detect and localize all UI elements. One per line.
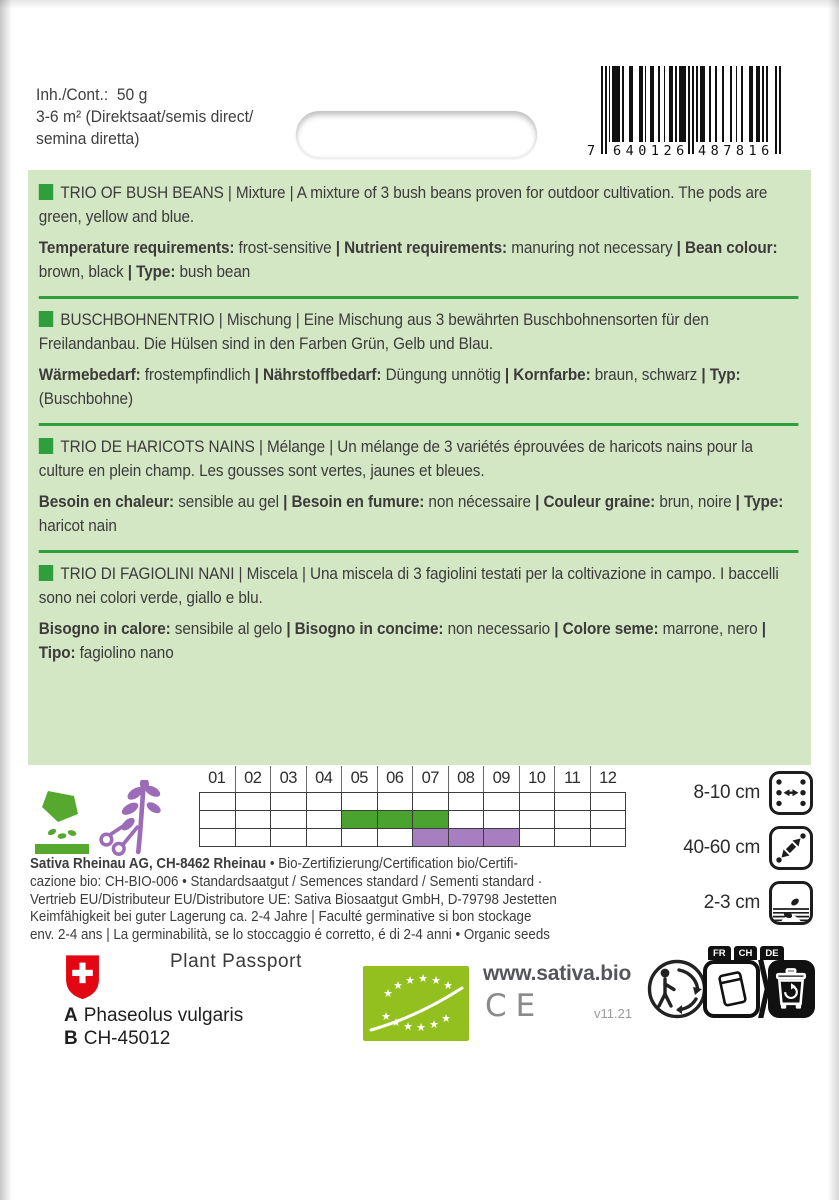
calendar-cell-direct-sowing [413,811,449,829]
direct-sowing-icon [33,788,91,856]
month-label: 07 [412,766,448,792]
eu-organic-logo [363,966,469,1041]
month-label: 03 [270,766,306,792]
calendar-cell-direct-sowing [307,811,343,829]
producer-info-line: cazione bio: CH-BIO-006 • Standardsaatgut / Semences standard / Sementi standard · [30,872,543,890]
producer-info-line: Keimfähigkeit bei guter Lagerung ca. 2-4 Jahre | Faculté germinative si bon stockage [30,908,532,926]
variety-description: TRIO DE HARICOTS NAINS | Mélange | Un mélange de 3 variétés éprouvées de haricots nains pour la culture en plein champ. Les gousses sont vertes, jaunes et bleues. [38,437,753,480]
packet-top-edge [0,0,839,9]
hang-hole-cutout [296,111,537,158]
tab-de: DE [760,946,783,960]
tab-fr: FR [708,946,731,960]
svg-text:★: ★ [441,1012,451,1025]
svg-text:★: ★ [393,979,403,992]
producer-info [30,855,644,944]
passport-line-a [64,1005,243,1027]
coverage-area-line2: semina diretta) [36,129,140,148]
calendar-cell-harvest [413,829,449,847]
calendar-cell-harvest [271,829,307,847]
month-label: 05 [341,766,377,792]
calendar-cell-row-empty [591,793,627,811]
month-label: 12 [590,766,626,792]
packaging-sorting-info [703,946,815,1020]
passport-line-b [64,1028,170,1050]
producer-info-line: Sativa Rheinau AG, CH-8462 Rheinau • Bio-Zertifizierung/Certification bio/Certifi- [30,855,518,872]
calendar-cell-row-empty [378,793,414,811]
calendar-cell-direct-sowing [342,811,378,829]
spacing-label: 8-10 cm [693,782,760,803]
calendar-cell-harvest [484,829,520,847]
month-label: 01 [208,769,226,787]
svg-text:★: ★ [405,974,415,987]
ce-mark: CE [485,988,545,1024]
content-info [36,84,253,150]
svg-text:★: ★ [429,1018,439,1031]
passport-key-a: A [64,1005,78,1026]
calendar-cell-row-empty [555,793,591,811]
growing-attributes: Wärmebedarf: frostempfindlich | Nährstoffbedarf: Düngung unnötig | Kornfarbe: braun, schwarz | Typ: (Buschbohne) [38,365,741,408]
calendar-cell-row-empty [200,793,236,811]
calendar-cell-row-empty [520,793,556,811]
calendar-cell-harvest [591,829,627,847]
content-amount: Inh./Cont.: 50 g [36,85,148,104]
calendar-cell-row-empty [236,793,272,811]
coverage-area-line1: 3-6 m² (Direktsaat/semis direct/ [36,107,254,126]
tab-ch: CH [734,946,758,960]
lang-block-de [39,296,799,423]
month-label: 08 [448,766,484,792]
spacing-row [630,825,814,871]
passport-value-b: CH-45012 [83,1028,171,1049]
calendar-cell-direct-sowing [555,811,591,829]
row-spacing-icon [768,825,814,871]
lang-block-en [39,172,799,296]
month-label: 04 [306,766,342,792]
svg-text:★: ★ [381,1010,391,1023]
green-square-bullet [39,311,53,327]
calendar-cell-row-empty [307,793,343,811]
calendar-cell-harvest [342,829,378,847]
calendar-cell-direct-sowing [271,811,307,829]
svg-text:★: ★ [391,1016,401,1029]
triman-recycling-icon [646,958,708,1020]
sowing-depth-icon [768,880,814,926]
barcode-left-digits: 640126 [613,143,689,159]
calendar-cell-row-empty [342,793,378,811]
seed-spacing-icon [768,770,814,816]
svg-text:★: ★ [383,987,393,1000]
lang-block-fr [39,423,799,550]
variety-description: TRIO OF BUSH BEANS | Mixture | A mixture of 3 bush beans proven for outdoor cultivation. The pods are green, yellow and blue. [38,183,768,226]
spacing-row [630,880,814,926]
growing-attributes: Bisogno in calore: sensibile al gelo | Bisogno in concime: non necessario | Colore seme: marrone, nero | Tipo: fagiolino nano [38,619,766,662]
calendar-cell-harvest [520,829,556,847]
month-label: 10 [519,766,555,792]
svg-text:★: ★ [443,979,453,992]
calendar-cell-harvest [555,829,591,847]
calendar-cell-direct-sowing [449,811,485,829]
spacing-label: 2-3 cm [703,892,760,913]
plant-passport-title: Plant Passport [170,951,302,972]
calendar-legend-icons [33,780,183,856]
passport-key-b: B [64,1028,78,1049]
calendar-cell-harvest [307,829,343,847]
growing-attributes: Besoin en chaleur: sensible au gel | Besoin en fumure: non nécessaire | Couleur graine: brun, noire | Type: haricot nain [38,492,784,535]
green-square-bullet [39,184,53,200]
calendar-cell-row-empty [413,793,449,811]
harvest-icon [95,780,161,856]
growing-attributes: Temperature requirements: frost-sensitive | Nutrient requirements: manuring not necessary | Bean colour: brown, black | Type: bush bean [38,238,778,281]
calendar-cell-harvest [236,829,272,847]
version-label: v11.21 [594,1006,633,1021]
lang-block-it [39,550,799,677]
calendar-cell-direct-sowing [520,811,556,829]
calendar-cell-direct-sowing [484,811,520,829]
calendar-cell-harvest [378,829,414,847]
svg-text:★: ★ [431,974,441,987]
barcode-right-digits: 487816 [698,143,774,159]
passport-value-a: Phaseolus vulgaris [83,1005,244,1026]
producer-info-line: Vertrieb EU/Distributeur EU/Distributore UE: Sativa Biosaatgut GmbH, D-79798 Jestetten [30,890,557,908]
calendar-cell-direct-sowing [378,811,414,829]
green-square-bullet [39,565,53,581]
calendar-cell-harvest [200,829,236,847]
calendar-cell-row-empty [271,793,307,811]
month-label: 09 [483,766,519,792]
sowing-calendar [199,766,626,847]
calendar-cell-harvest [449,829,485,847]
svg-text:★: ★ [416,1021,426,1034]
country-tabs [708,946,815,960]
packet-right-edge [825,0,839,1200]
barcode-prefix: 7 [587,143,596,159]
paper-packet-icon [703,960,760,1018]
swiss-coat-of-arms-icon [64,954,101,1000]
producer-info-line: env. 2-4 ans | La germinabilità, se lo stoccaggio é corretto, é di 2-4 anni • Organic seeds [30,926,550,944]
month-label: 02 [235,766,271,792]
calendar-cell-direct-sowing [200,811,236,829]
calendar-cell-row-empty [484,793,520,811]
calendar-cell-direct-sowing [236,811,272,829]
calendar-cell-row-empty [449,793,485,811]
month-label: 06 [377,766,413,792]
svg-text:★: ★ [418,972,428,985]
spacing-row [630,770,814,816]
variety-description: BUSCHBOHNENTRIO | Mischung | Eine Mischung aus 3 bewährten Buschbohnensorten für den Freilandanbau. Die Hülsen sind in den Farben Grün, Gelb und Blau. [38,310,709,353]
calendar-cell-direct-sowing [591,811,627,829]
svg-text:★: ★ [403,1020,413,1033]
product-info-panel [28,170,811,765]
spacing-label: 40-60 cm [683,837,760,858]
packet-left-edge [0,0,16,1200]
barcode [588,66,780,160]
spacing-info [630,770,814,935]
month-label: 11 [554,766,590,792]
waste-bin-icon [768,960,815,1018]
website-url: www.sativa.bio [483,962,632,985]
green-square-bullet [39,438,53,454]
variety-description: TRIO DI FAGIOLINI NANI | Miscela | Una miscela di 3 fagiolini testati per la coltivazione in campo. I baccelli sono nei colori verde, giallo e blu. [38,564,779,607]
